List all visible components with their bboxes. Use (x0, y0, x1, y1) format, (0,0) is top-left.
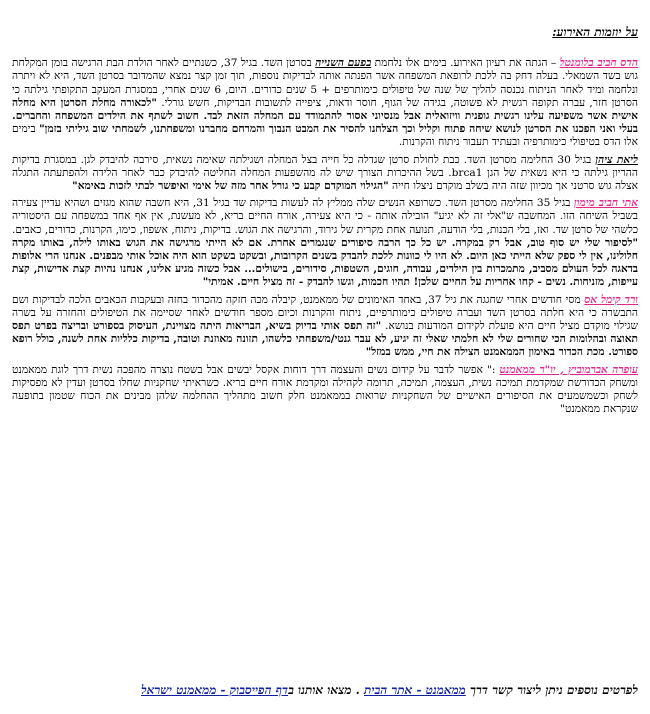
text: מסי חודשים אחרי שחגגה את גיל 37, באחד האימונים של ממאמנט, קיבלה מכה חזקה מהכדור בחזה ובעקבות הכאבים הלכה לבדיקות ושם התבשרה כי היא חלתה בסרטן השד ועברה טיפולים כימותרפיים, ניתוח והקרנות וכיום מספר חודשים לאחר שסיימה את הטיפולים והחזרה על בשרה שגילוי מוקדם מציל חיים היא פועלת לקידום המודעות בנושא. (12, 293, 638, 333)
person-name-hadas: הדס חביב בלומנטל (559, 57, 639, 70)
document-body (12, 4, 638, 416)
text: :" אפשר לדבר על קידום נשים והעצמה דרך דוחות אקסל יבשים אבל בשטח נוצרה מהפכה נשית דרך לוגת ממאמנט ומשחק הכדורשת שמקדמת תמיכה נשית, העצמה, תמיכה, תרומה לקהילה ומקדמת אורח חיים בריא. כשראיתי שחקניות שחלו בסרטן ועדין לא מפסיקות לשחק וכשמשמעים את הסיפורים האישיים של השחקניות שרואות בממאמנט חלק חשוב מתהליך ההחלמה שלהן מבינים את הכוח שטמון בתופעה שנקראת ממאמנט" (12, 363, 638, 416)
facebook-page-link[interactable]: דף הפייסבוק - ממאמנט ישראל (141, 683, 289, 697)
quote-liat: "הגילוי המוקדם קבע כי גורל אחר מזה של אימי ואיפשר לבתי לזכות באימא" (72, 180, 389, 193)
person-name-ofra: עופרה אברמוביץ , יו"ר ממאמנט (499, 363, 638, 376)
footer-contact (12, 683, 638, 698)
section-title: על יוזמות האירוע: (552, 25, 638, 39)
footer-text: . מצאו אותנו ב (288, 683, 365, 697)
quote-vered: "זה תפס אותי בדיוק בשיא, הבריאות היתה מצויינת, העיסוק בספורט ובריצה בפרט תפס תאוצה ובהלומות הכי שחורים שלי לא חלמתי שאלי זה יגיע, לא עבר גנטי/משפחתי כלשהו, תזונה מאוזנת וטובה, בדיקות כלליות אחת לשנה, כולל רופא ספורט. מכת הכדור באימון הממאמנט הצילה את חיי, ממש במזל" (12, 320, 638, 359)
text: בימים אלו הדס בטיפולי כימותרפיה ובעתיד תעבור ניתוח והקרנות. (12, 123, 638, 149)
paragraph-vered (12, 294, 638, 360)
text: – הגתה את רעיון האירוע. בימים אלו נלחמת (371, 57, 560, 70)
person-name-eti: אתי חביב מימון (574, 197, 639, 210)
text: בסרטן השד. בגיל 37, כשנתיים לאחר הולדת הבת הרגישה בומן המקלחת גוש בשד השמאלי. בעלה דחק בה ללכת לרופאת המשפחה אשר הפנתה אותה לבדיקות נוספות, תוך זמן קצר נמצא שהמדובר בסרטן השד, היא לא ויתרה ונלחמה ומיד לאחר הניתוח נכנסה להליך של שנה של טיפולים כימותרפים + 5 שנים כדורים. היום, 6 שנים אחרי, במסגרת המעקב התקופתי גילתה כי הסרטן חזר, עברה תקופה רגשית לא פשוטה, בגידה של הגוף, חוסר ודאות, ציפייה לתשובות הבדיקות, חשש גורלי. (12, 57, 639, 109)
paragraph-liat (12, 154, 638, 194)
quote-hadas: "לכאורה מחלת הסרטן היא מחלה אישית אשר משפיעה עלינו רגשית גופנית וויזואלית אבל מנסיוני אסור להתמודד עם המחלה הזאת לבד. חשוב לשתף את הילדים המשפחה והחברים. בעלי ואני הפכנו את הסרטן לנושא שיחה פתוח וקליל וכך הצלחנו להסיר את המבט הנבוך והמרחם מחברנו ומשפחתנו, לשמחתי שוב גיליתי בזמן" (12, 96, 639, 136)
footer-text: לפרטים נוספים ניתן ליצור קשר דרך (465, 683, 638, 697)
paragraph-hadas (12, 57, 638, 149)
emphasis-text: בפעם השנייה (315, 57, 372, 70)
quote-eti: "לסיפור שלי יש סוף טוב, אבל רק במקרה. יש כל כך הרבה סיפורים שנגמרים אחרת. אם לא הייתי מרגישה את הגוש באותו לילה, באותו מקרה חלולינו, אין לי ספק שלא הייתי כאן היום. לא היו לי כוונות ללכת להבדק בשנים הקרובות, ובשקט בשקט הוא היה אוכל אותי מבפנים. אנחנו הרי אלופות בדאגה לכל העולם מסביב, מתמכרות בין הילדים, עבודה, חוגים, השטפות, סידורים, בישולים... אבל כשזה מגיע אלינו, אנחנו נהיות קצת אדישות, קצת עייפות, מזניחות. נשים - קחו אחריות על החיים שלכן! תהיו חכמות, וגשו להבדק - זה מציל חיים. אמיתי" (12, 236, 638, 289)
text: בגיל 30 החלימה מסרטן השד. כבת לחולת סרטן שגדלה כל חייה בצל המחלה ושגילתה שאימה נשאית, סירבה להיבדק לגן. במסגרת בדיקות ההריון גילתה כי היא נשאית של הגן brca1. בשל ההיכרות הצורך שיש לה מהשפעות המחלה החליטה להיבדק כבר לאחר הלידה ולהפתעתה התגלה אצלה גוש סרטני אך מכיוון שזה היה בשלב מוקדם ניצלו חייה (12, 153, 638, 193)
person-name-vered: ורד קימל אס (584, 293, 639, 306)
homepage-link[interactable]: ממאמנט - אתר הבית (364, 683, 466, 697)
text: בגיל 35 החלימה מסרטן השד. כשרופא הנשים שלה ממליץ לה לעשות בדיקות שד בגיל 31, היא חשבה שהוא מגזים ושהיא עדיין צעירה בשביל השיחה הזו. המחשבה ש"אלי זה לא יגיע" הובילה אותה - כי היא צעירה, אורח החיים בריא, לא מעשנת, אין אף אחד במשפחה עם היסטוריה כלשהי של סרטן שד. ואז, בלי הכנות, בלי הודעה, תנועה אחת מקרית של גירוד, והרגישה את הגוש. בדיקות, ניתוח, אשפוז, כימו, הקרנות, כדורים, כאבים. (12, 197, 638, 236)
paragraph-eti (12, 197, 638, 289)
paragraph-ofra (12, 364, 638, 417)
person-name-liat: ליאת ציהן (595, 153, 638, 166)
